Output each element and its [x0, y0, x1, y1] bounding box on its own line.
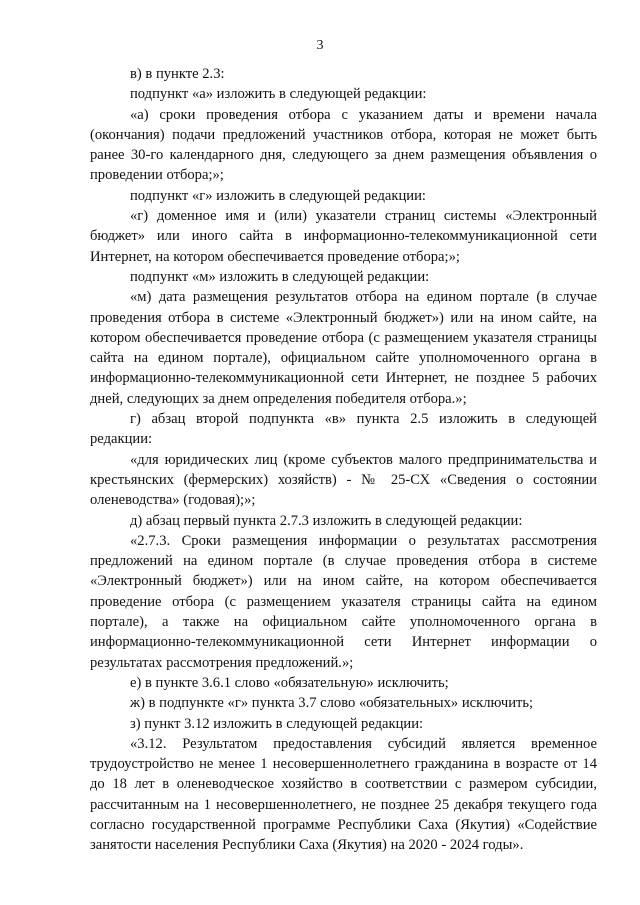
paragraph-subitem-a-text: «а) сроки проведения отбора с указанием даты и времени начала (окончания) подачи предложений участников отбора, которая не может быть ранее 30-го календарного дня, следующего за днем размещения объявления о проведении отбора;»;	[90, 106, 597, 184]
document-body	[90, 64, 597, 856]
paragraph-subitem-m-intro: подпункт «м» изложить в следующей редакции:	[130, 268, 430, 285]
paragraph-item-zh: ж) в подпункте «г» пункта 3.7 слово «обязательных» исключить;	[130, 695, 534, 712]
paragraph-item-z: з) пункт 3.12 изложить в следующей редакции:	[130, 715, 424, 732]
paragraph-item-z-text: «3.12. Результатом предоставления субсидий является временное трудоустройство не менее 1 несовершеннолетнего гражданина в возрасте от 14 до 18 лет в оленеводческое хозяйство в соответствии с размером субсидии, рассчитанным на 1 несовершеннолетнего, не позднее 25 декабря текущего года согласно государственной программе Республики Саха (Якутия) «Содействие занятости населения Республики Саха (Якутия) на 2020 - 2024 годы».	[90, 735, 597, 854]
paragraph-subitem-a-intro: подпункт «а» изложить в следующей редакции:	[130, 86, 427, 103]
paragraph-item-g: г) абзац второй подпункта «в» пункта 2.5 изложить в следующей редакции:	[90, 411, 597, 448]
paragraph-item-d: д) абзац первый пункта 2.7.3 изложить в следующей редакции:	[130, 512, 523, 529]
paragraph-item-d-text: «2.7.3. Сроки размещения информации о результатах рассмотрения предложений на едином портале (в случае проведения отбора в системе «Электронный бюджет») или на ином сайте, на котором обеспечивается проведение отбора (с размещением указателя страницы сайта на едином портале), а также на официальном сайте уполномоченного органа в информационно-телекоммуникационной сети Интернет информации о результатах рассмотрения предложений.»;	[90, 532, 597, 671]
page-number: 3	[316, 38, 324, 53]
paragraph-subitem-g-text: «г) доменное имя и (или) указатели страниц системы «Электронный бюджет» или иного сайта в информационно-телекоммуникационной сети Интернет, на котором обеспечивается проведение отбора;»;	[90, 208, 597, 265]
paragraph-subitem-m-text: «м) дата размещения результатов отбора на едином портале (в случае проведения отбора в системе «Электронный бюджет») или на ином сайте, на котором обеспечивается проведение отбора (с размещением указателя страницы сайта на едином портале), официальном сайте уполномоченного органа в информационно-телекоммуникационной сети Интернет, не позднее 5 рабочих дней, следующих за днем определения победителя отбора.»;	[90, 289, 597, 407]
paragraph-item-v: в) в пункте 2.3:	[130, 66, 225, 82]
paragraph-item-g-text: «для юридических лиц (кроме субъектов малого предпринимательства и крестьянских (фермерских) хозяйств) - № 25-СХ «Сведения о состоянии оленеводства» (годовая);»;	[90, 451, 597, 509]
paragraph-item-e: е) в пункте 3.6.1 слово «обязательную» исключить;	[130, 674, 449, 691]
paragraph-subitem-g-intro: подпункт «г» изложить в следующей редакции:	[130, 187, 426, 204]
